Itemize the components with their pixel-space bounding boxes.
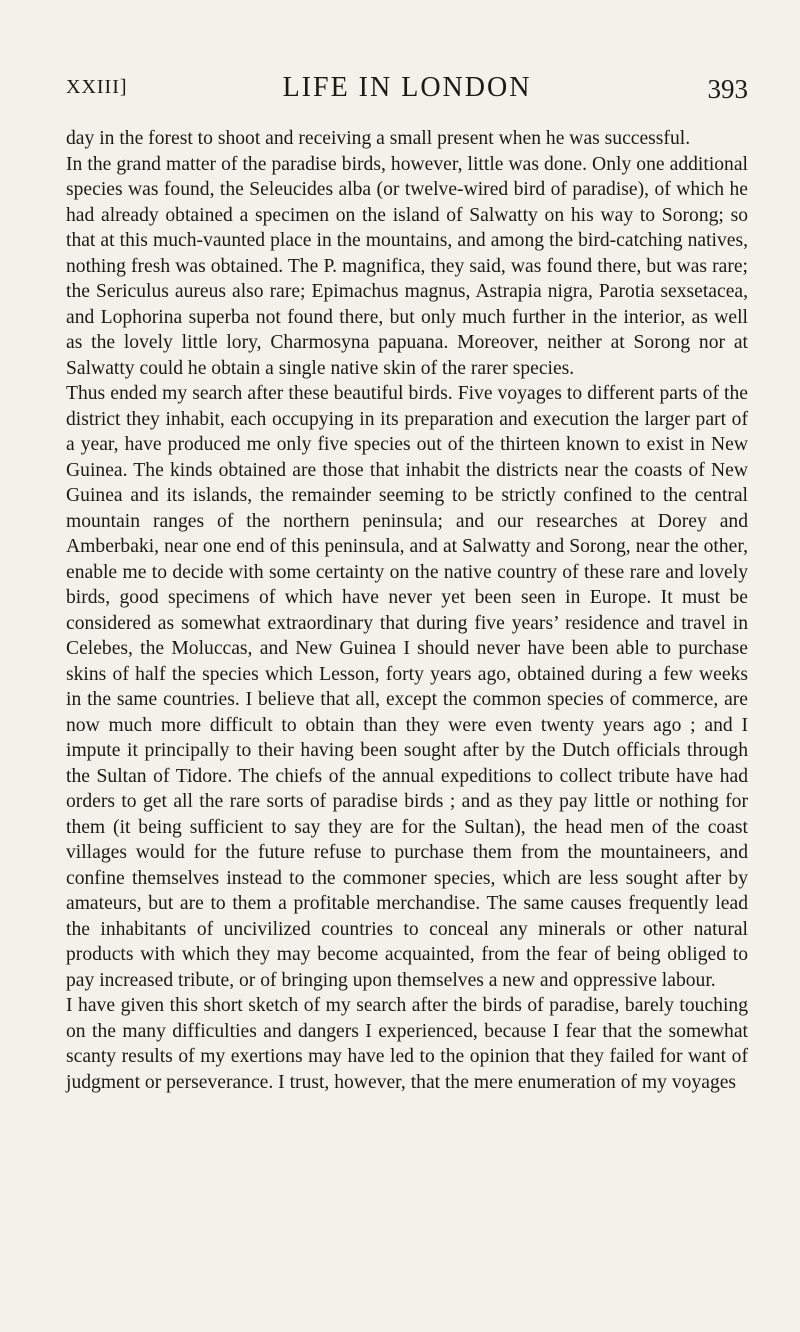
book-page: [66, 72, 748, 1095]
chapter-marker: XXIII]: [66, 76, 128, 98]
running-header: [66, 72, 748, 112]
body-text: [66, 126, 748, 1095]
paragraph: day in the forest to shoot and receiving a small present when he was successful.: [66, 128, 691, 149]
paragraph: In the grand matter of the paradise birds, however, little was done. Only one additional species was found, the Seleucides alba (or twelve-wired bird of paradise), of which he had already obtained a specimen on the island of Salwatty on his way to Sorong; so that at this much-vaunted place in the mountains, and among the bird-catching natives, nothing fresh was obtained. The P. magnifica, they said, was found there, but was rare; the Sericulus aureus also rare; Epimachus magnus, Astrapia nigra, Parotia sexsetacea, and Lophorina superba not found there, but only much further in the interior, as well as the lovely little lory, Charmosyna papuana. Moreover, neither at Sorong nor at Salwatty could he obtain a single native skin of the rarer species.: [66, 153, 748, 379]
running-title: LIFE IN LONDON: [282, 72, 532, 103]
paragraph: I have given this short sketch of my search after the birds of paradise, barely touching on the many difficulties and dangers I experienced, because I fear that the somewhat scanty results of my exertions may have led to the opinion that they failed for want of judgment or perseverance. I trust, however, that the mere enumeration of my voyages: [66, 995, 748, 1093]
paragraph: Thus ended my search after these beautiful birds. Five voyages to different parts of the district they inhabit, each occupying in its preparation and execution the larger part of a year, have produced me only five species out of the thirteen known to exist in New Guinea. The kinds obtained are those that inhabit the districts near the coasts of New Guinea and its islands, the remainder seeming to be strictly confined to the central mountain ranges of the northern peninsula; and our researches at Dorey and Amberbaki, near one end of this peninsula, and at Salwatty and Sorong, near the other, enable me to decide with some certainty on the native country of these rare and lovely birds, good specimens of which have never yet been seen in Europe. It must be considered as somewhat extraordinary that during five years’ residence and travel in Celebes, the Moluccas, and New Guinea I should never have been able to purchase skins of half the species which Lesson, forty years ago, obtained during a few weeks in the same countries. I believe that all, except the common species of commerce, are now much more difficult to obtain than they were even twenty years ago ; and I impute it principally to their having been sought after by the Dutch officials through the Sultan of Tidore. The chiefs of the annual expeditions to collect tribute have had orders to get all the rare sorts of paradise birds ; and as they pay little or nothing for them (it being sufficient to say they are for the Sultan), the head men of the coast villages would for the future refuse to purchase them from the mountaineers, and confine themselves instead to the commoner species, which are less sought after by amateurs, but are to them a profitable merchandise. The same causes frequently lead the inhabitants of uncivilized countries to conceal any minerals or other natural products with which they may become acquainted, from the fear of being obliged to pay increased tribute, or of bringing upon themselves a new and oppressive labour.: [66, 383, 748, 991]
page-number: 393: [707, 74, 748, 104]
